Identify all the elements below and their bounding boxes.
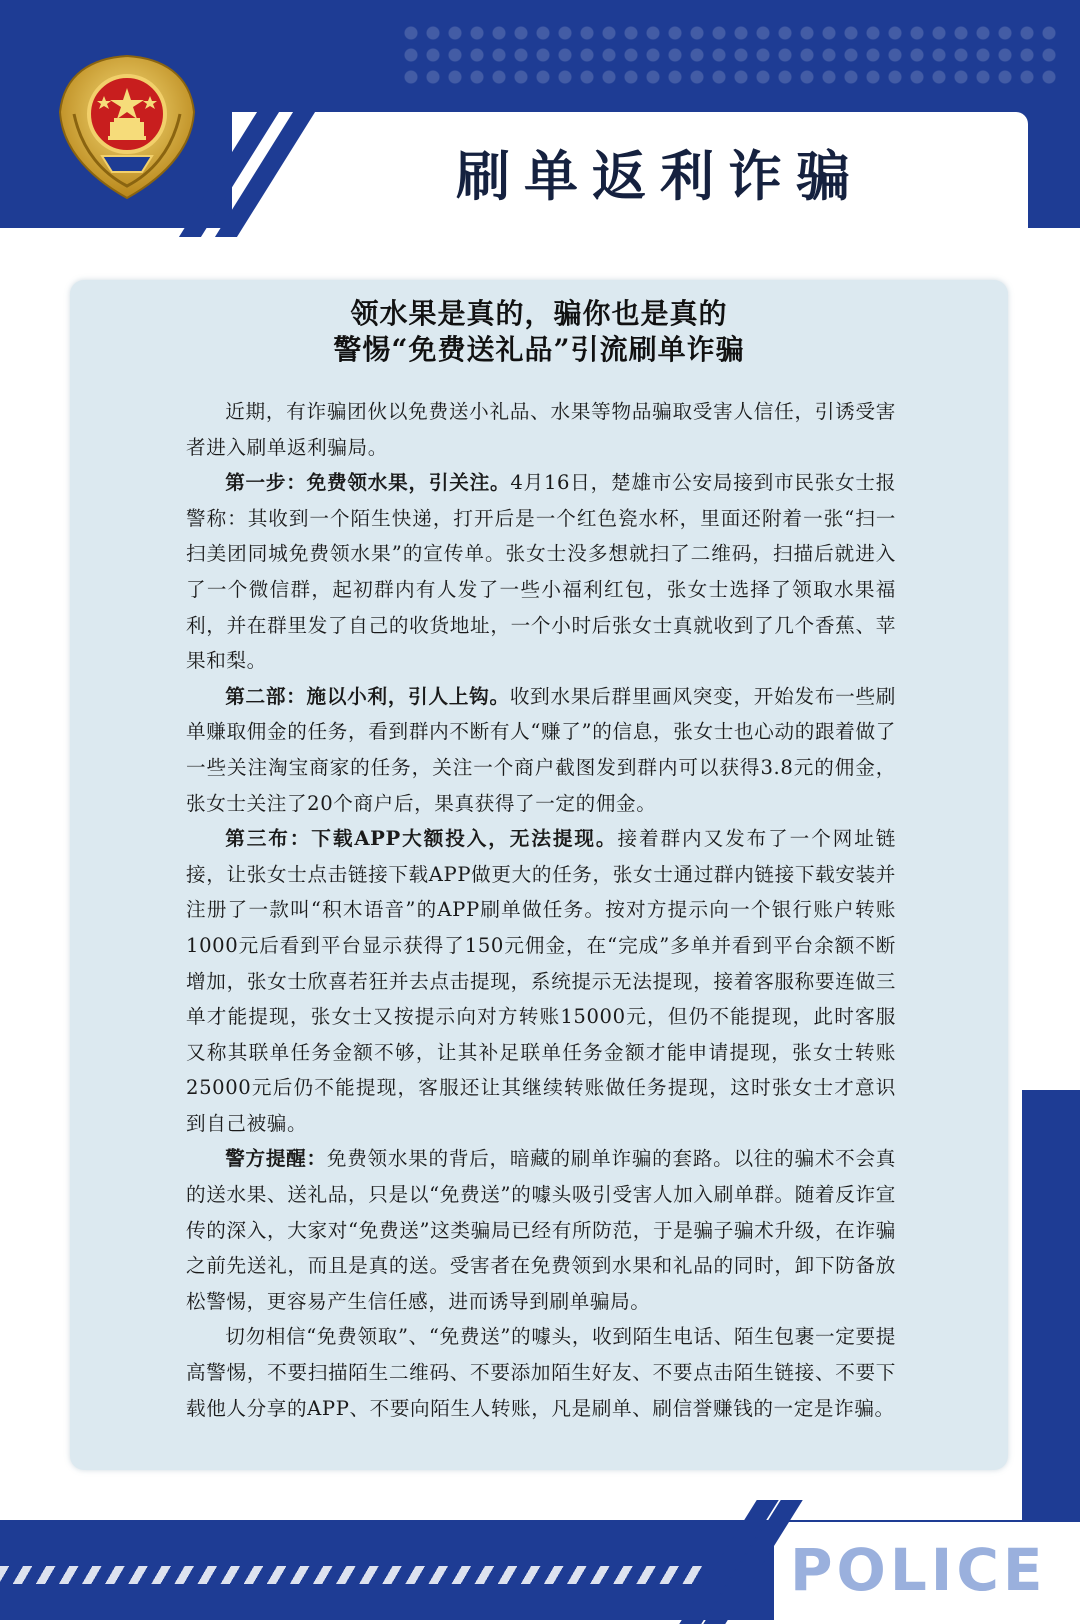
warning-paragraph xyxy=(186,1141,896,1319)
step3-label: 第三布：下载APP大额投入，无法提现。 xyxy=(225,827,618,851)
article-body xyxy=(186,394,896,1426)
step3-text: 接着群内又发布了一个网址链接，让张女士点击链接下载APP做更大的任务，张女士通过群内链接下载安装并注册了一款叫“积木语音”的APP刷单做任务。按对方提示向一个银行账户转账1000元后看到平台显示获得了150元佣金，在“完成”多单并看到平台余额不断增加，张女士欣喜若狂并去点击提现，系统提示无法提现，接着客服称要连做三单才能提现，张女士又按提示向对方转账15000元，但仍不能提现，此时客服又称其联单任务金额不够，让其补足联单任务金额才能申请提现，张女士转账25000元后仍不能提现，客服还让其继续转账做任务提现，这时张女士才意识到自己被骗。 xyxy=(186,827,896,1135)
page-title: 刷单返利诈骗 xyxy=(456,145,864,208)
intro-paragraph: 近期，有诈骗团伙以免费送小礼品、水果等物品骗取受害人信任，引诱受害者进入刷单返利骗局。 xyxy=(186,400,896,459)
step1-text: 4月16日，楚雄市公安局接到市民张女士报警称：其收到一个陌生快递，打开后是一个红色瓷水杯，里面还附着一张“扫一扫美团同城免费领水果”的宣传单。张女士没多想就扫了二维码，扫描后就进入了一个微信群，起初群内有人发了一些小福利红包，张女士选择了领取水果福利，并在群里发了自己的收货地址，一个小时后张女士真就收到了几个香蕉、苹果和梨。 xyxy=(186,471,896,673)
subtitle-line-2: 警惕“免费送礼品”引流刷单诈骗 xyxy=(333,333,745,366)
step3-paragraph xyxy=(186,821,896,1141)
step1-paragraph xyxy=(186,465,896,679)
step2-text: 收到水果后群里画风突变，开始发布一些刷单赚取佣金的任务，看到群内不断有人“赚了”的信息，张女士也心动的跟着做了一些关注淘宝商家的任务，关注一个商户截图发到群内可以获得3.8元的佣金，张女士关注了20个商户后，果真获得了一定的佣金。 xyxy=(186,684,896,815)
step1-label: 第一步：免费领水果，引关注。 xyxy=(225,471,511,495)
header-dot-pattern xyxy=(400,22,1060,92)
right-side-band xyxy=(1022,1090,1080,1520)
warning-label: 警方提醒： xyxy=(225,1147,327,1171)
footer-chevron-pattern xyxy=(0,1566,720,1584)
police-label: POLICE xyxy=(790,1536,1047,1604)
police-emblem-icon xyxy=(52,52,202,202)
closing-paragraph: 切勿相信“免费领取”、“免费送”的噱头，收到陌生电话、陌生包裹一定要提高警惕，不要扫描陌生二维码、不要添加陌生好友、不要点击陌生链接、不要下载他人分享的APP、不要向陌生人转账，凡是刷单、刷信誉赚钱的一定是诈骗。 xyxy=(186,1325,896,1420)
step2-label: 第二部：施以小利，引人上钩。 xyxy=(225,684,510,708)
step2-paragraph xyxy=(186,679,896,821)
warning-text: 免费领水果的背后，暗藏的刷单诈骗的套路。以往的骗术不会真的送水果、送礼品，只是以“免费送”的噱头吸引受害人加入刷单群。随着反诈宣传的深入，大家对“免费送”这类骗局已经有所防范，于是骗子骗术升级，在诈骗之前先送礼，而且是真的送。受害者在免费领到水果和礼品的同时，卸下防备放松警惕，更容易产生信任感，进而诱导到刷单骗局。 xyxy=(186,1147,897,1313)
subtitle-line-1: 领水果是真的，骗你也是真的 xyxy=(350,297,728,330)
